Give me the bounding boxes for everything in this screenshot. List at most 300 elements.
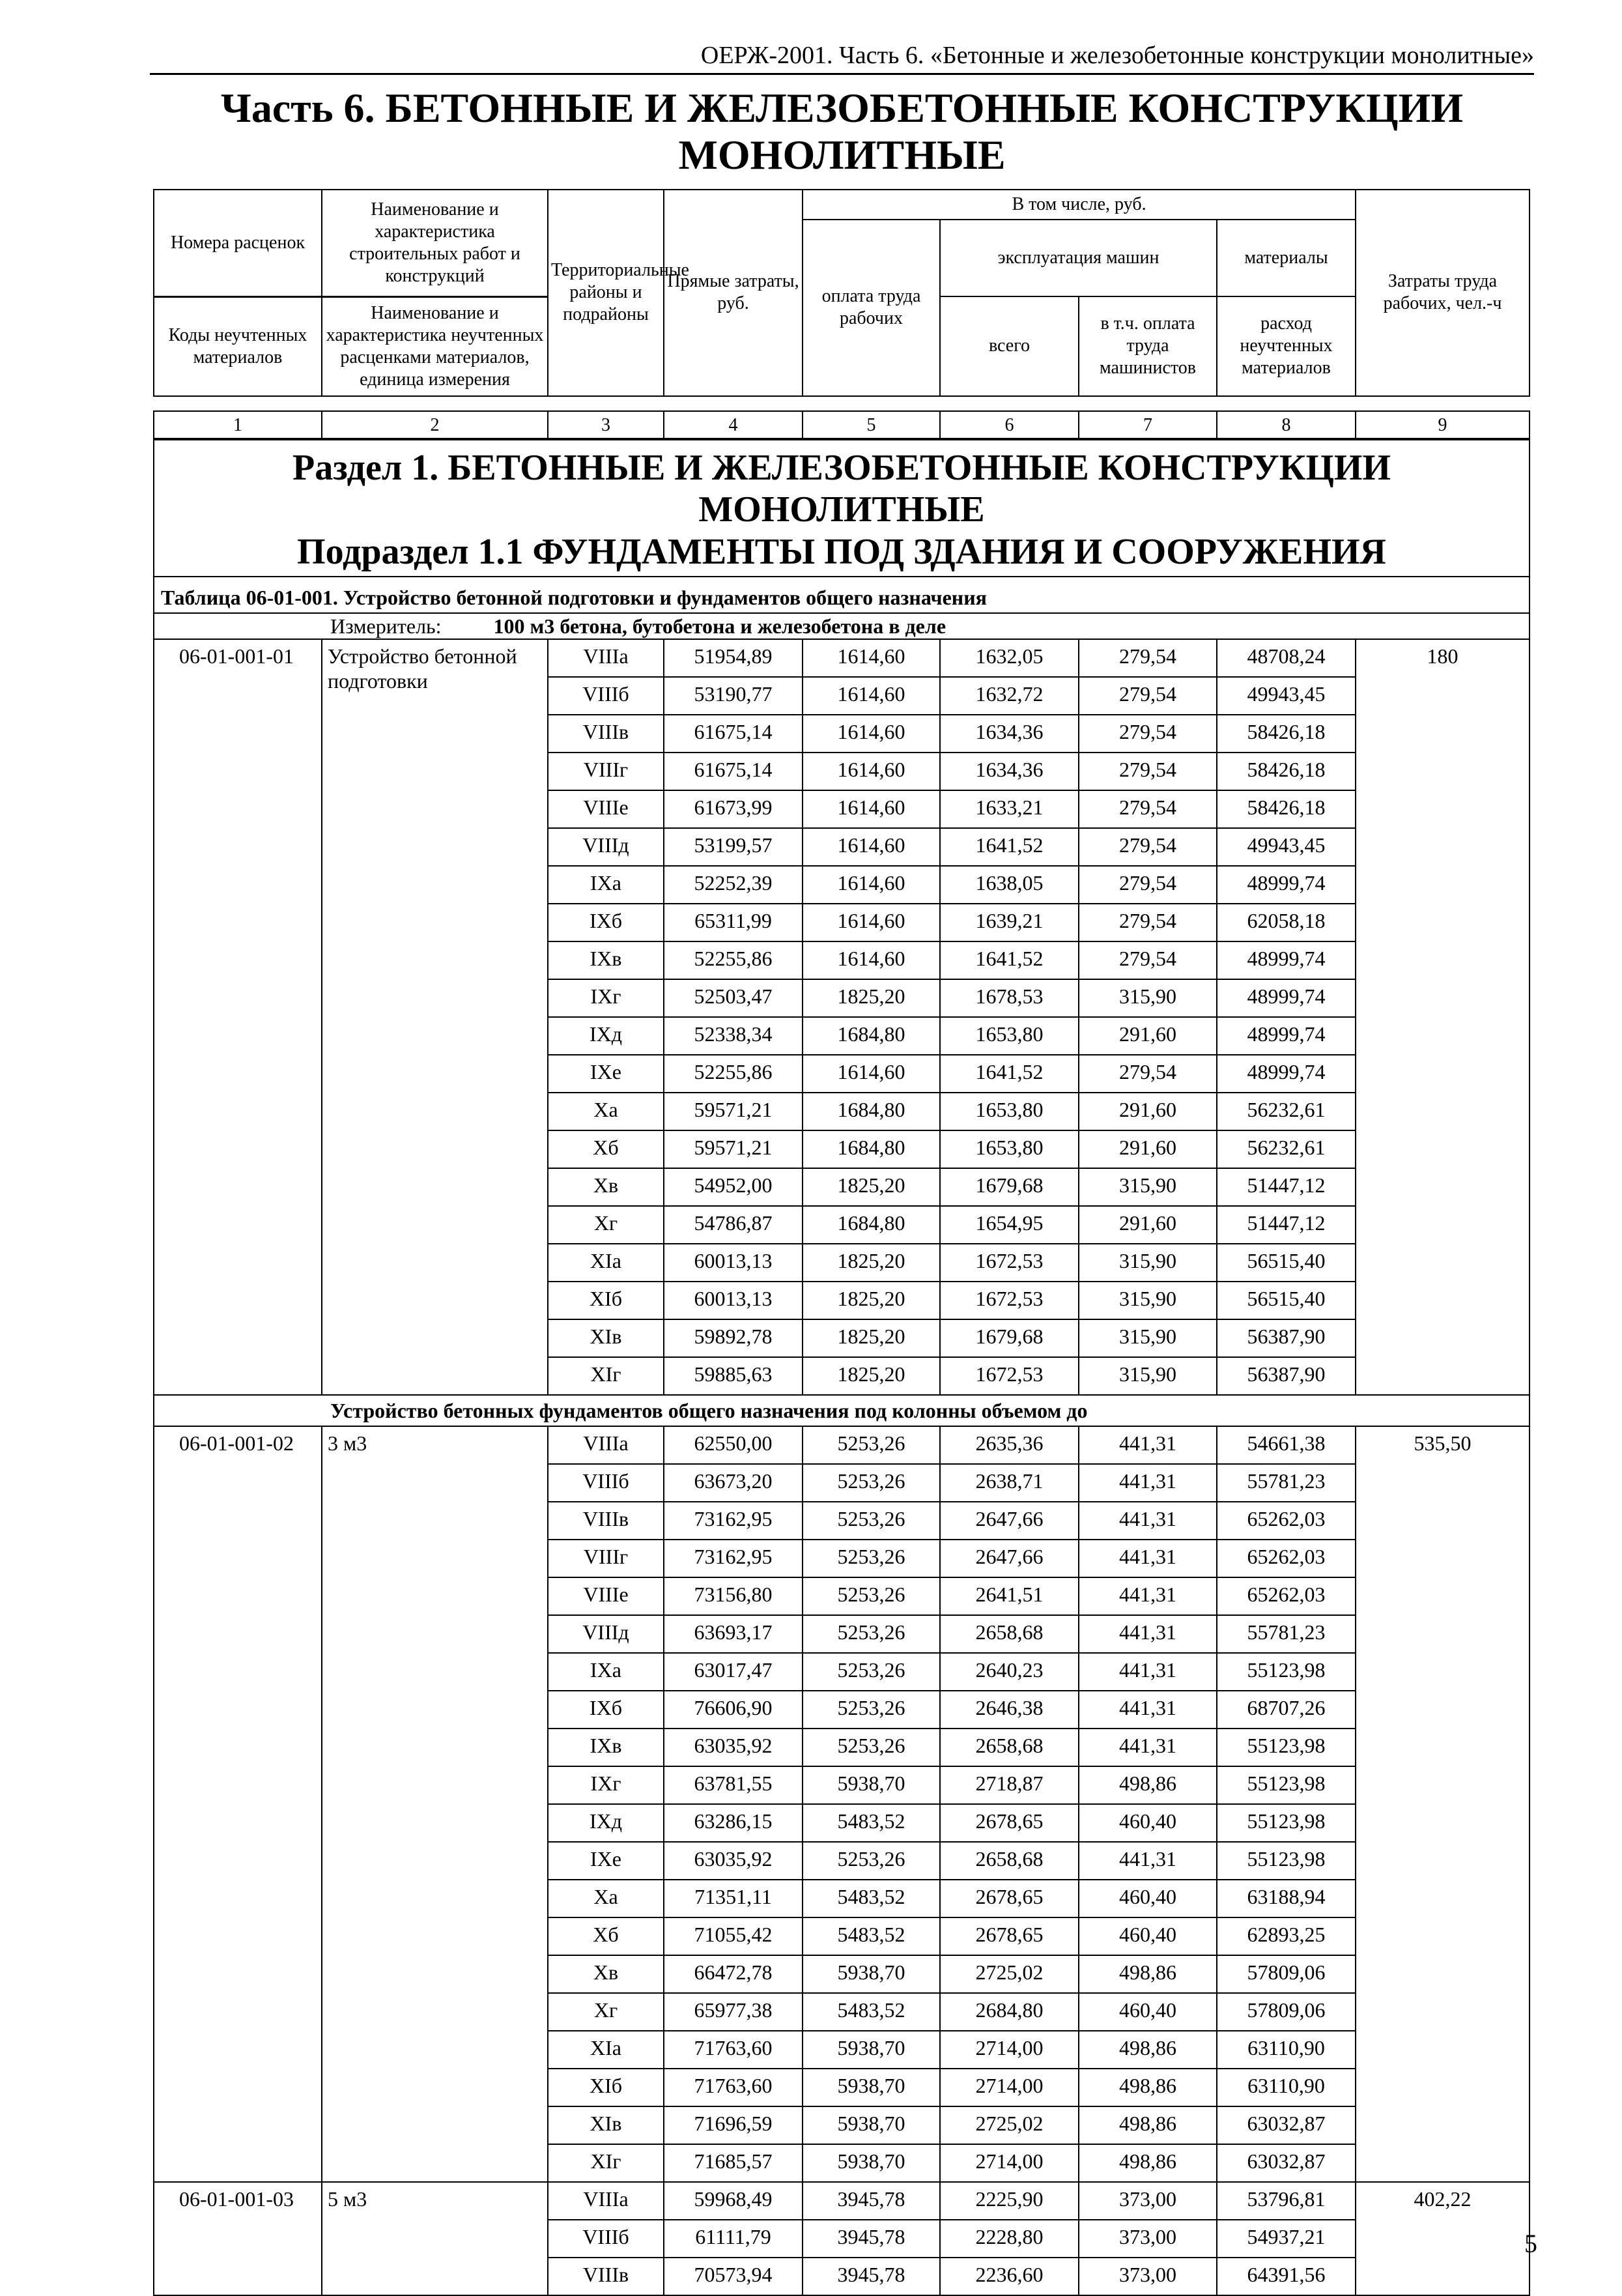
col-header-labor-cost: Затраты труда рабочих, чел.-ч (1356, 190, 1530, 396)
machinists-pay-cell: 315,90 (1079, 1168, 1217, 1206)
region-cell: VIIIа (548, 639, 664, 677)
direct-cost-cell: 52252,39 (664, 866, 803, 904)
machinists-pay-cell: 373,00 (1079, 2258, 1217, 2295)
direct-cost-cell: 73162,95 (664, 1502, 803, 1540)
region-cell: VIIIе (548, 790, 664, 828)
materials-cell: 48999,74 (1217, 941, 1356, 979)
direct-cost-cell: 61675,14 (664, 715, 803, 753)
direct-cost-cell: 61111,79 (664, 2220, 803, 2258)
meter-line (154, 613, 1530, 639)
machines-total-cell: 2658,68 (940, 1842, 1079, 1880)
machines-total-cell: 2725,02 (940, 2106, 1079, 2144)
rate-code: 06-01-001-03 (154, 2182, 322, 2295)
col-header-material-names: Наименование и характеристика неучтенных расценками материалов, единица измерения (322, 296, 548, 396)
labor-cost-cell: 402,22 (1356, 2182, 1530, 2295)
labor-pay-cell: 5483,52 (803, 1917, 940, 1955)
region-cell: IXд (548, 1017, 664, 1055)
labor-pay-cell: 5483,52 (803, 1993, 940, 2031)
region-cell: Xб (548, 1130, 664, 1168)
materials-cell: 51447,12 (1217, 1168, 1356, 1206)
machinists-pay-cell: 498,86 (1079, 1766, 1217, 1804)
machinists-pay-cell: 441,31 (1079, 1464, 1217, 1502)
region-cell: Xг (548, 1206, 664, 1244)
direct-cost-cell: 52503,47 (664, 979, 803, 1017)
column-number-row (153, 410, 1530, 440)
region-cell: Xв (548, 1168, 664, 1206)
labor-pay-cell: 1614,60 (803, 866, 940, 904)
machinists-pay-cell: 460,40 (1079, 1804, 1217, 1842)
machinists-pay-cell: 441,31 (1079, 1426, 1217, 1464)
direct-cost-cell: 59571,21 (664, 1093, 803, 1130)
region-cell: VIIIг (548, 1540, 664, 1577)
col-header-machines: эксплуатация машин (940, 220, 1217, 296)
machinists-pay-cell: 291,60 (1079, 1093, 1217, 1130)
direct-cost-cell: 61673,99 (664, 790, 803, 828)
labor-pay-cell: 5938,70 (803, 2069, 940, 2106)
machinists-pay-cell: 291,60 (1079, 1017, 1217, 1055)
col-header-regions: Территориальные районы и подрайоны (548, 190, 664, 396)
materials-cell: 56232,61 (1217, 1093, 1356, 1130)
machinists-pay-cell: 291,60 (1079, 1130, 1217, 1168)
region-cell: VIIIе (548, 1577, 664, 1615)
col-header-materials: материалы (1217, 220, 1356, 296)
materials-cell: 55123,98 (1217, 1729, 1356, 1766)
column-header-table (153, 189, 1530, 397)
materials-cell: 58426,18 (1217, 790, 1356, 828)
materials-cell: 49943,45 (1217, 677, 1356, 715)
materials-cell: 56387,90 (1217, 1357, 1356, 1395)
group-caption-row (154, 1395, 1530, 1426)
machinists-pay-cell: 279,54 (1079, 677, 1217, 715)
labor-pay-cell: 1684,80 (803, 1093, 940, 1130)
machines-total-cell: 2641,51 (940, 1577, 1079, 1615)
machinists-pay-cell: 279,54 (1079, 753, 1217, 790)
materials-cell: 64391,56 (1217, 2258, 1356, 2295)
materials-cell: 58426,18 (1217, 753, 1356, 790)
materials-cell: 62893,25 (1217, 1917, 1356, 1955)
machinists-pay-cell: 441,31 (1079, 1691, 1217, 1729)
machines-total-cell: 2684,80 (940, 1993, 1079, 2031)
materials-cell: 48999,74 (1217, 866, 1356, 904)
direct-cost-cell: 51954,89 (664, 639, 803, 677)
labor-pay-cell: 1684,80 (803, 1017, 940, 1055)
materials-cell: 58426,18 (1217, 715, 1356, 753)
table-row (154, 2182, 1530, 2220)
col-header-machines-total: всего (940, 296, 1079, 396)
region-cell: VIIIд (548, 828, 664, 866)
region-cell: IXе (548, 1842, 664, 1880)
machinists-pay-cell: 315,90 (1079, 1282, 1217, 1319)
labor-pay-cell: 1825,20 (803, 1319, 940, 1357)
labor-pay-cell: 1825,20 (803, 1244, 940, 1282)
col-number: 9 (1356, 411, 1530, 440)
direct-cost-cell: 53199,57 (664, 828, 803, 866)
materials-cell: 63032,87 (1217, 2144, 1356, 2182)
machines-total-cell: 2225,90 (940, 2182, 1079, 2220)
labor-pay-cell: 1614,60 (803, 639, 940, 677)
machines-total-cell: 2638,71 (940, 1464, 1079, 1502)
machinists-pay-cell: 441,31 (1079, 1502, 1217, 1540)
region-cell: VIIIб (548, 2220, 664, 2258)
materials-cell: 55123,98 (1217, 1842, 1356, 1880)
labor-pay-cell: 1825,20 (803, 1168, 940, 1206)
machines-total-cell: 1672,53 (940, 1282, 1079, 1319)
col-header-unaccounted-materials: расход неучтенных материалов (1217, 296, 1356, 396)
labor-pay-cell: 3945,78 (803, 2220, 940, 2258)
section-title: Раздел 1. БЕТОННЫЕ И ЖЕЛЕЗОБЕТОННЫЕ КОНСТРУКЦИИ МОНОЛИТНЫЕ (292, 448, 1391, 530)
machines-total-cell: 1632,05 (940, 639, 1079, 677)
machines-total-cell: 1672,53 (940, 1244, 1079, 1282)
machinists-pay-cell: 315,90 (1079, 1319, 1217, 1357)
machines-total-cell: 1678,53 (940, 979, 1079, 1017)
machines-total-cell: 2635,36 (940, 1426, 1079, 1464)
materials-cell: 63110,90 (1217, 2069, 1356, 2106)
part-title: Часть 6. БЕТОННЫЕ И ЖЕЛЕЗОБЕТОННЫЕ КОНСТРУКЦИИ МОНОЛИТНЫЕ (220, 85, 1464, 178)
region-cell: Xа (548, 1880, 664, 1917)
region-cell: IXг (548, 979, 664, 1017)
machines-total-cell: 2714,00 (940, 2031, 1079, 2069)
section-heading (154, 438, 1530, 577)
direct-cost-cell: 60013,13 (664, 1244, 803, 1282)
labor-pay-cell: 5938,70 (803, 2144, 940, 2182)
labor-pay-cell: 5253,26 (803, 1615, 940, 1653)
materials-cell: 65262,03 (1217, 1577, 1356, 1615)
materials-cell: 56387,90 (1217, 1319, 1356, 1357)
direct-cost-cell: 65311,99 (664, 904, 803, 941)
labor-pay-cell: 5253,26 (803, 1426, 940, 1464)
labor-pay-cell: 5253,26 (803, 1464, 940, 1502)
region-cell: Xб (548, 1917, 664, 1955)
region-cell: VIIIв (548, 715, 664, 753)
labor-pay-cell: 1614,60 (803, 677, 940, 715)
machinists-pay-cell: 279,54 (1079, 904, 1217, 941)
labor-pay-cell: 5483,52 (803, 1880, 940, 1917)
materials-cell: 54661,38 (1217, 1426, 1356, 1464)
direct-cost-cell: 71763,60 (664, 2069, 803, 2106)
machines-total-cell: 2714,00 (940, 2144, 1079, 2182)
direct-cost-cell: 63035,92 (664, 1729, 803, 1766)
materials-cell: 56232,61 (1217, 1130, 1356, 1168)
region-cell: XIв (548, 2106, 664, 2144)
machines-total-cell: 1641,52 (940, 941, 1079, 979)
machines-total-cell: 1639,21 (940, 904, 1079, 941)
running-header: ОЕРЖ-2001. Часть 6. «Бетонные и железобетонные конструкции монолитные» (700, 42, 1534, 69)
table-row (154, 639, 1530, 677)
region-cell: Xг (548, 1993, 664, 2031)
machines-total-cell: 2678,65 (940, 1880, 1079, 1917)
machines-total-cell: 1672,53 (940, 1357, 1079, 1395)
machines-total-cell: 1634,36 (940, 753, 1079, 790)
machines-total-cell: 2647,66 (940, 1502, 1079, 1540)
machinists-pay-cell: 315,90 (1079, 1244, 1217, 1282)
labor-pay-cell: 1614,60 (803, 1055, 940, 1093)
rate-name: Устройство бетонной подготовки (322, 639, 548, 1395)
region-cell: XIа (548, 2031, 664, 2069)
machines-total-cell: 1632,72 (940, 677, 1079, 715)
rate-name: 5 м3 (322, 2182, 548, 2295)
labor-pay-cell: 5938,70 (803, 1955, 940, 1993)
region-cell: XIг (548, 1357, 664, 1395)
col-number: 1 (154, 411, 322, 440)
meter-value: 100 м3 бетона, бутобетона и железобетона в деле (493, 614, 946, 638)
machinists-pay-cell: 373,00 (1079, 2220, 1217, 2258)
materials-cell: 51447,12 (1217, 1206, 1356, 1244)
direct-cost-cell: 71351,11 (664, 1880, 803, 1917)
region-cell: IXд (548, 1804, 664, 1842)
region-cell: IXб (548, 904, 664, 941)
labor-pay-cell: 3945,78 (803, 2258, 940, 2295)
machines-total-cell: 2718,87 (940, 1766, 1079, 1804)
col-header-machinists-pay: в т.ч. оплата труда машинистов (1079, 296, 1217, 396)
machines-total-cell: 1679,68 (940, 1319, 1079, 1357)
direct-cost-cell: 59885,63 (664, 1357, 803, 1395)
region-cell: XIг (548, 2144, 664, 2182)
direct-cost-cell: 59892,78 (664, 1319, 803, 1357)
labor-cost-cell: 180 (1356, 639, 1530, 1395)
labor-pay-cell: 3945,78 (803, 2182, 940, 2220)
direct-cost-cell: 61675,14 (664, 753, 803, 790)
machinists-pay-cell: 279,54 (1079, 639, 1217, 677)
col-header-name: Наименование и характеристика строительных работ и конструкций (322, 190, 548, 296)
direct-cost-cell: 59968,49 (664, 2182, 803, 2220)
col-number: 3 (548, 411, 664, 440)
labor-cost-cell: 535,50 (1356, 1426, 1530, 2182)
machines-total-cell: 1641,52 (940, 1055, 1079, 1093)
region-cell: Xв (548, 1955, 664, 1993)
materials-cell: 56515,40 (1217, 1244, 1356, 1282)
materials-cell: 57809,06 (1217, 1993, 1356, 2031)
labor-pay-cell: 1614,60 (803, 790, 940, 828)
direct-cost-cell: 71763,60 (664, 2031, 803, 2069)
region-cell: IXб (548, 1691, 664, 1729)
rate-code: 06-01-001-02 (154, 1426, 322, 2182)
direct-cost-cell: 63286,15 (664, 1804, 803, 1842)
direct-cost-cell: 63673,20 (664, 1464, 803, 1502)
labor-pay-cell: 1614,60 (803, 941, 940, 979)
machinists-pay-cell: 498,86 (1079, 2069, 1217, 2106)
col-header-direct-costs: Прямые затраты, руб. (664, 190, 803, 396)
machines-total-cell: 1638,05 (940, 866, 1079, 904)
region-cell: VIIIд (548, 1615, 664, 1653)
machinists-pay-cell: 291,60 (1079, 1206, 1217, 1244)
region-cell: VIIIв (548, 1502, 664, 1540)
machinists-pay-cell: 498,86 (1079, 2144, 1217, 2182)
region-cell: IXа (548, 866, 664, 904)
region-cell: VIIIа (548, 2182, 664, 2220)
labor-pay-cell: 1825,20 (803, 979, 940, 1017)
region-cell: IXе (548, 1055, 664, 1093)
machinists-pay-cell: 279,54 (1079, 715, 1217, 753)
labor-pay-cell: 1684,80 (803, 1130, 940, 1168)
region-cell: VIIIа (548, 1426, 664, 1464)
direct-cost-cell: 60013,13 (664, 1282, 803, 1319)
materials-cell: 65262,03 (1217, 1540, 1356, 1577)
materials-cell: 63188,94 (1217, 1880, 1356, 1917)
machinists-pay-cell: 460,40 (1079, 1880, 1217, 1917)
region-cell: Xа (548, 1093, 664, 1130)
materials-cell: 55123,98 (1217, 1653, 1356, 1691)
machinists-pay-cell: 460,40 (1079, 1917, 1217, 1955)
direct-cost-cell: 71685,57 (664, 2144, 803, 2182)
materials-cell: 63032,87 (1217, 2106, 1356, 2144)
machines-total-cell: 1634,36 (940, 715, 1079, 753)
direct-cost-cell: 70573,94 (664, 2258, 803, 2295)
col-number: 4 (664, 411, 803, 440)
meter-label: Измеритель: (330, 614, 442, 638)
materials-cell: 48999,74 (1217, 1055, 1356, 1093)
materials-cell: 49943,45 (1217, 828, 1356, 866)
labor-pay-cell: 1614,60 (803, 828, 940, 866)
labor-pay-cell: 1825,20 (803, 1357, 940, 1395)
machinists-pay-cell: 460,40 (1079, 1993, 1217, 2031)
machines-total-cell: 1641,52 (940, 828, 1079, 866)
machinists-pay-cell: 441,31 (1079, 1615, 1217, 1653)
machines-total-cell: 2714,00 (940, 2069, 1079, 2106)
materials-cell: 57809,06 (1217, 1955, 1356, 1993)
direct-cost-cell: 53190,77 (664, 677, 803, 715)
machines-total-cell: 1654,95 (940, 1206, 1079, 1244)
labor-pay-cell: 1614,60 (803, 904, 940, 941)
materials-cell: 62058,18 (1217, 904, 1356, 941)
col-number: 5 (803, 411, 940, 440)
machinists-pay-cell: 279,54 (1079, 941, 1217, 979)
labor-pay-cell: 5253,26 (803, 1540, 940, 1577)
col-number: 8 (1217, 411, 1356, 440)
region-cell: IXв (548, 1729, 664, 1766)
machines-total-cell: 2640,23 (940, 1653, 1079, 1691)
machinists-pay-cell: 441,31 (1079, 1653, 1217, 1691)
machinists-pay-cell: 315,90 (1079, 979, 1217, 1017)
materials-cell: 55781,23 (1217, 1615, 1356, 1653)
labor-pay-cell: 5938,70 (803, 2031, 940, 2069)
materials-cell: 65262,03 (1217, 1502, 1356, 1540)
region-cell: VIIIб (548, 677, 664, 715)
direct-cost-cell: 66472,78 (664, 1955, 803, 1993)
col-number: 2 (322, 411, 548, 440)
machines-total-cell: 2228,80 (940, 2220, 1079, 2258)
region-cell: IXв (548, 941, 664, 979)
direct-cost-cell: 59571,21 (664, 1130, 803, 1168)
labor-pay-cell: 5938,70 (803, 2106, 940, 2144)
machines-total-cell: 2646,38 (940, 1691, 1079, 1729)
labor-pay-cell: 5253,26 (803, 1577, 940, 1615)
machinists-pay-cell: 498,86 (1079, 2106, 1217, 2144)
direct-cost-cell: 63693,17 (664, 1615, 803, 1653)
machinists-pay-cell: 279,54 (1079, 866, 1217, 904)
col-header-material-codes: Коды неучтенных материалов (154, 296, 322, 396)
region-cell: XIв (548, 1319, 664, 1357)
machines-total-cell: 2725,02 (940, 1955, 1079, 1993)
group-caption: Устройство бетонных фундаментов общего назначения под колонны объемом до (154, 1395, 1530, 1426)
region-cell: IXг (548, 1766, 664, 1804)
labor-pay-cell: 5253,26 (803, 1842, 940, 1880)
machinists-pay-cell: 441,31 (1079, 1729, 1217, 1766)
machinists-pay-cell: 498,86 (1079, 1955, 1217, 1993)
machinists-pay-cell: 441,31 (1079, 1540, 1217, 1577)
materials-cell: 48999,74 (1217, 1017, 1356, 1055)
labor-pay-cell: 5483,52 (803, 1804, 940, 1842)
col-header-codes: Номера расценок (154, 190, 322, 296)
direct-cost-cell: 71696,59 (664, 2106, 803, 2144)
materials-cell: 55123,98 (1217, 1804, 1356, 1842)
machines-total-cell: 2647,66 (940, 1540, 1079, 1577)
machines-total-cell: 2658,68 (940, 1729, 1079, 1766)
col-header-labor-pay: оплата труда рабочих (803, 220, 940, 396)
machines-total-cell: 1633,21 (940, 790, 1079, 828)
machines-total-cell: 2678,65 (940, 1804, 1079, 1842)
materials-cell: 68707,26 (1217, 1691, 1356, 1729)
machines-total-cell: 1653,80 (940, 1093, 1079, 1130)
subsection-title: Подраздел 1.1 ФУНДАМЕНТЫ ПОД ЗДАНИЯ И СООРУЖЕНИЯ (297, 532, 1386, 572)
machines-total-cell: 1653,80 (940, 1017, 1079, 1055)
direct-cost-cell: 73162,95 (664, 1540, 803, 1577)
materials-cell: 48708,24 (1217, 639, 1356, 677)
col-number: 6 (940, 411, 1079, 440)
region-cell: VIIIб (548, 1464, 664, 1502)
rate-name: 3 м3 (322, 1426, 548, 2182)
header-rule (150, 73, 1534, 75)
materials-cell: 63110,90 (1217, 2031, 1356, 2069)
direct-cost-cell: 65977,38 (664, 1993, 803, 2031)
labor-pay-cell: 1684,80 (803, 1206, 940, 1244)
machinists-pay-cell: 279,54 (1079, 790, 1217, 828)
machinists-pay-cell: 498,86 (1079, 2031, 1217, 2069)
region-cell: XIб (548, 1282, 664, 1319)
materials-cell: 55123,98 (1217, 1766, 1356, 1804)
materials-cell: 56515,40 (1217, 1282, 1356, 1319)
direct-cost-cell: 73156,80 (664, 1577, 803, 1615)
table-title: Таблица 06-01-001. Устройство бетонной подготовки и фундаментов общего назначения (154, 577, 1530, 613)
region-cell: VIIIг (548, 753, 664, 790)
col-header-including: В том числе, руб. (803, 190, 1356, 220)
materials-cell: 54937,21 (1217, 2220, 1356, 2258)
direct-cost-cell: 63781,55 (664, 1766, 803, 1804)
labor-pay-cell: 5253,26 (803, 1691, 940, 1729)
machines-total-cell: 2236,60 (940, 2258, 1079, 2295)
labor-pay-cell: 1614,60 (803, 753, 940, 790)
machinists-pay-cell: 279,54 (1079, 828, 1217, 866)
machinists-pay-cell: 441,31 (1079, 1842, 1217, 1880)
direct-cost-cell: 63017,47 (664, 1653, 803, 1691)
region-cell: XIа (548, 1244, 664, 1282)
labor-pay-cell: 1825,20 (803, 1282, 940, 1319)
materials-cell: 53796,81 (1217, 2182, 1356, 2220)
direct-cost-cell: 62550,00 (664, 1426, 803, 1464)
col-number: 7 (1079, 411, 1217, 440)
labor-pay-cell: 5253,26 (803, 1729, 940, 1766)
machinists-pay-cell: 441,31 (1079, 1577, 1217, 1615)
region-cell: IXа (548, 1653, 664, 1691)
labor-pay-cell: 5938,70 (803, 1766, 940, 1804)
materials-cell: 55781,23 (1217, 1464, 1356, 1502)
labor-pay-cell: 1614,60 (803, 715, 940, 753)
direct-cost-cell: 54952,00 (664, 1168, 803, 1206)
region-cell: XIб (548, 2069, 664, 2106)
labor-pay-cell: 5253,26 (803, 1653, 940, 1691)
machines-total-cell: 2678,65 (940, 1917, 1079, 1955)
rate-code: 06-01-001-01 (154, 639, 322, 1395)
direct-cost-cell: 63035,92 (664, 1842, 803, 1880)
direct-cost-cell: 52255,86 (664, 1055, 803, 1093)
materials-cell: 48999,74 (1217, 979, 1356, 1017)
machines-total-cell: 2658,68 (940, 1615, 1079, 1653)
machines-total-cell: 1653,80 (940, 1130, 1079, 1168)
direct-cost-cell: 71055,42 (664, 1917, 803, 1955)
labor-pay-cell: 5253,26 (803, 1502, 940, 1540)
machines-total-cell: 1679,68 (940, 1168, 1079, 1206)
direct-cost-cell: 52338,34 (664, 1017, 803, 1055)
table-row (154, 1426, 1530, 1464)
